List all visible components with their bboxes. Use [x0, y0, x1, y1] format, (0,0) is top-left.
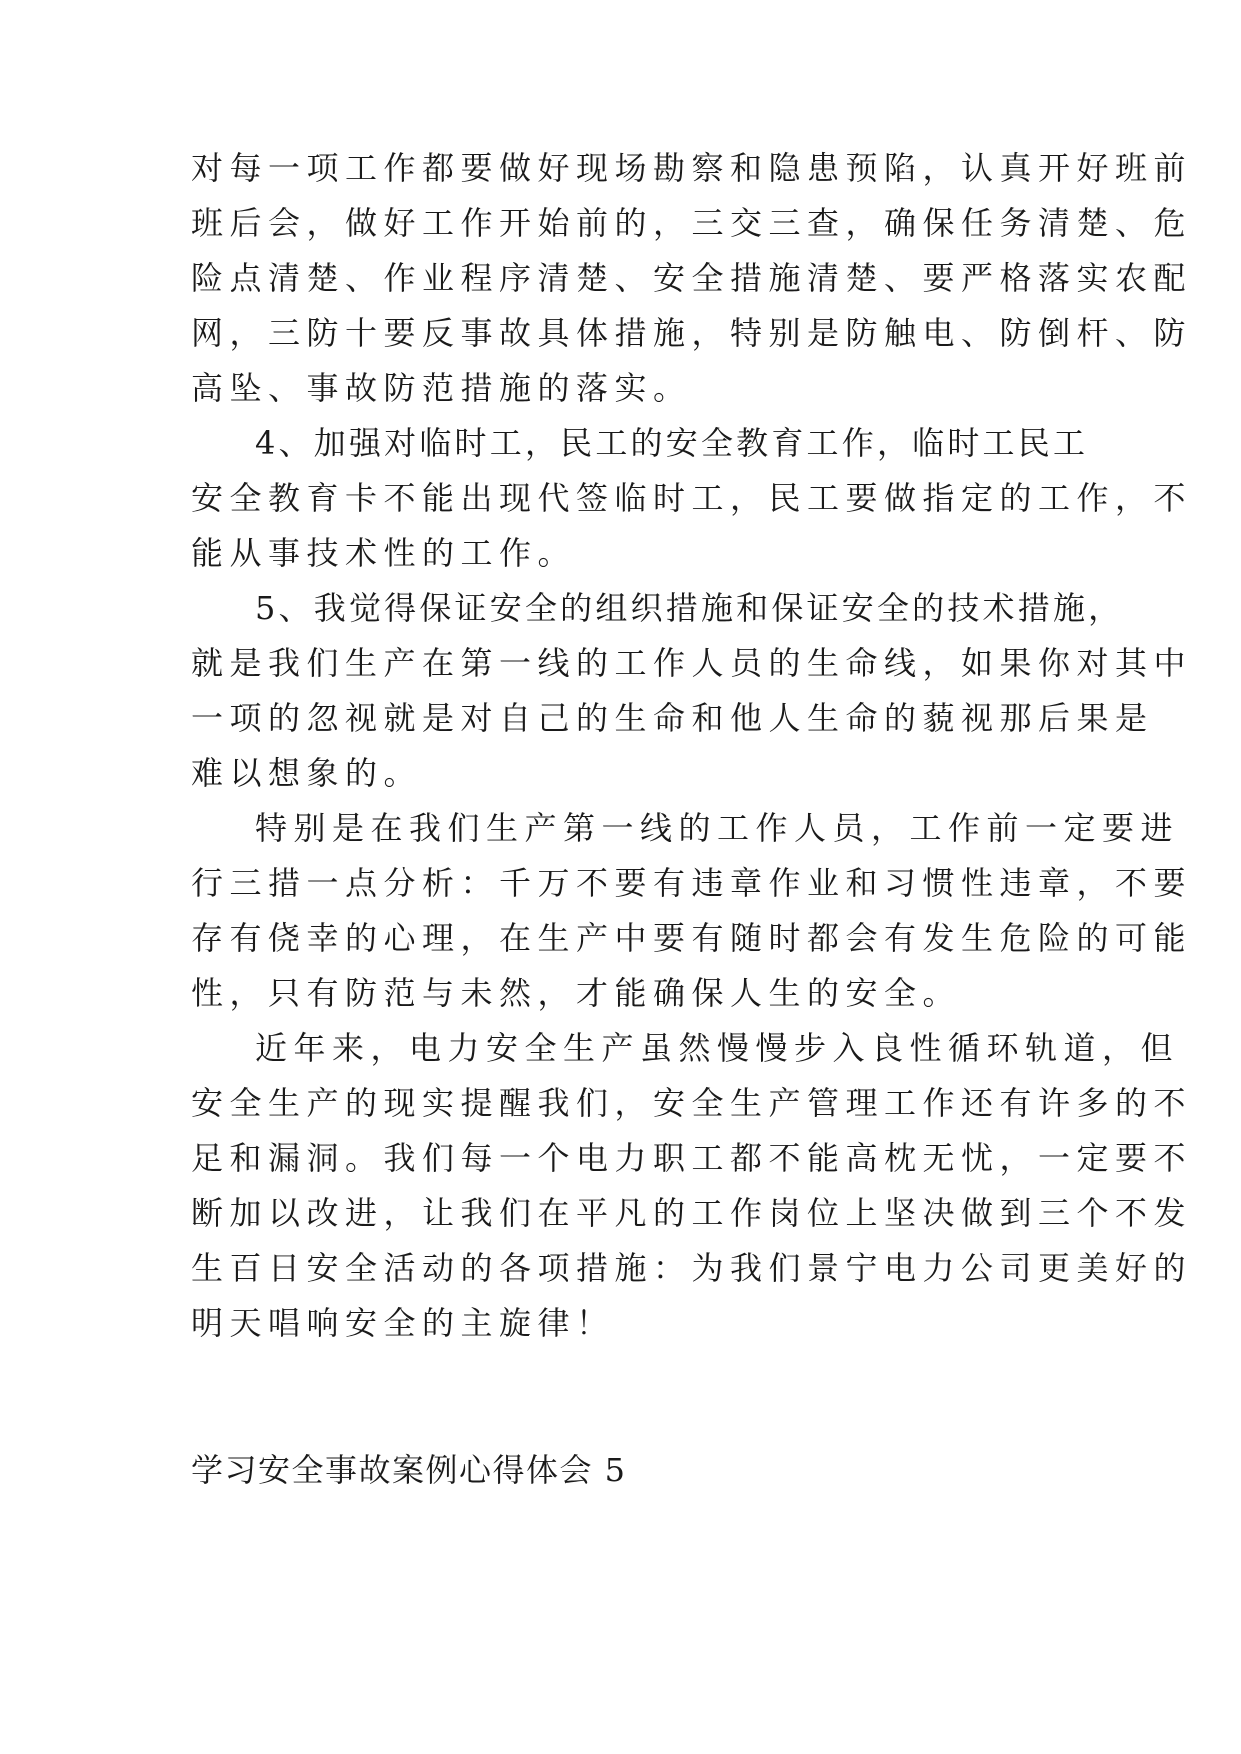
paragraph-start-line: 近年来，电力安全生产虽然慢慢步入良性循环轨道，但: [255, 1029, 1180, 1067]
body-line: 安全生产的现实提醒我们，安全生产管理工作还有许多的不: [191, 1084, 1193, 1122]
body-line: 断加以改进，让我们在平凡的工作岗位上坚决做到三个不发: [191, 1194, 1193, 1232]
body-line: 安全教育卡不能出现代签临时工，民工要做指定的工作，不: [191, 479, 1193, 517]
body-line: 足和漏洞。我们每一个电力职工都不能高枕无忧，一定要不: [191, 1139, 1193, 1177]
body-line: 对每一项工作都要做好现场勘察和隐患预陷，认真开好班前: [191, 149, 1193, 187]
body-line: 一项的忽视就是对自己的生命和他人生命的藐视那后果是: [191, 699, 1154, 737]
body-line: 险点清楚、作业程序清楚、安全措施清楚、要严格落实农配: [191, 259, 1193, 297]
paragraph-start-line: 4、加强对临时工，民工的安全教育工作，临时工民工: [255, 424, 1089, 462]
section-heading: 学习安全事故案例心得体会 5: [191, 1451, 627, 1489]
body-line: 网，三防十要反事故具体措施，特别是防触电、防倒杆、防: [191, 314, 1193, 352]
paragraph-start-line: 5、我觉得保证安全的组织措施和保证安全的技术措施，: [255, 589, 1124, 627]
body-line: 明天唱响安全的主旋律！: [191, 1304, 615, 1342]
body-line: 生百日安全活动的各项措施：为我们景宁电力公司更美好的: [191, 1249, 1193, 1287]
body-line: 高坠、事故防范措施的落实。: [191, 369, 692, 407]
body-line: 行三措一点分析：千万不要有违章作业和习惯性违章，不要: [191, 864, 1193, 902]
body-line: 性，只有防范与未然，才能确保人生的安全。: [191, 974, 962, 1012]
body-line: 能从事技术性的工作。: [191, 534, 577, 572]
body-line: 存有侥幸的心理，在生产中要有随时都会有发生危险的可能: [191, 919, 1193, 957]
body-line: 难以想象的。: [191, 754, 423, 792]
paragraph-start-line: 特别是在我们生产第一线的工作人员，工作前一定要进: [255, 809, 1180, 847]
body-line: 班后会，做好工作开始前的，三交三查，确保任务清楚、危: [191, 204, 1193, 242]
body-line: 就是我们生产在第一线的工作人员的生命线，如果你对其中: [191, 644, 1193, 682]
